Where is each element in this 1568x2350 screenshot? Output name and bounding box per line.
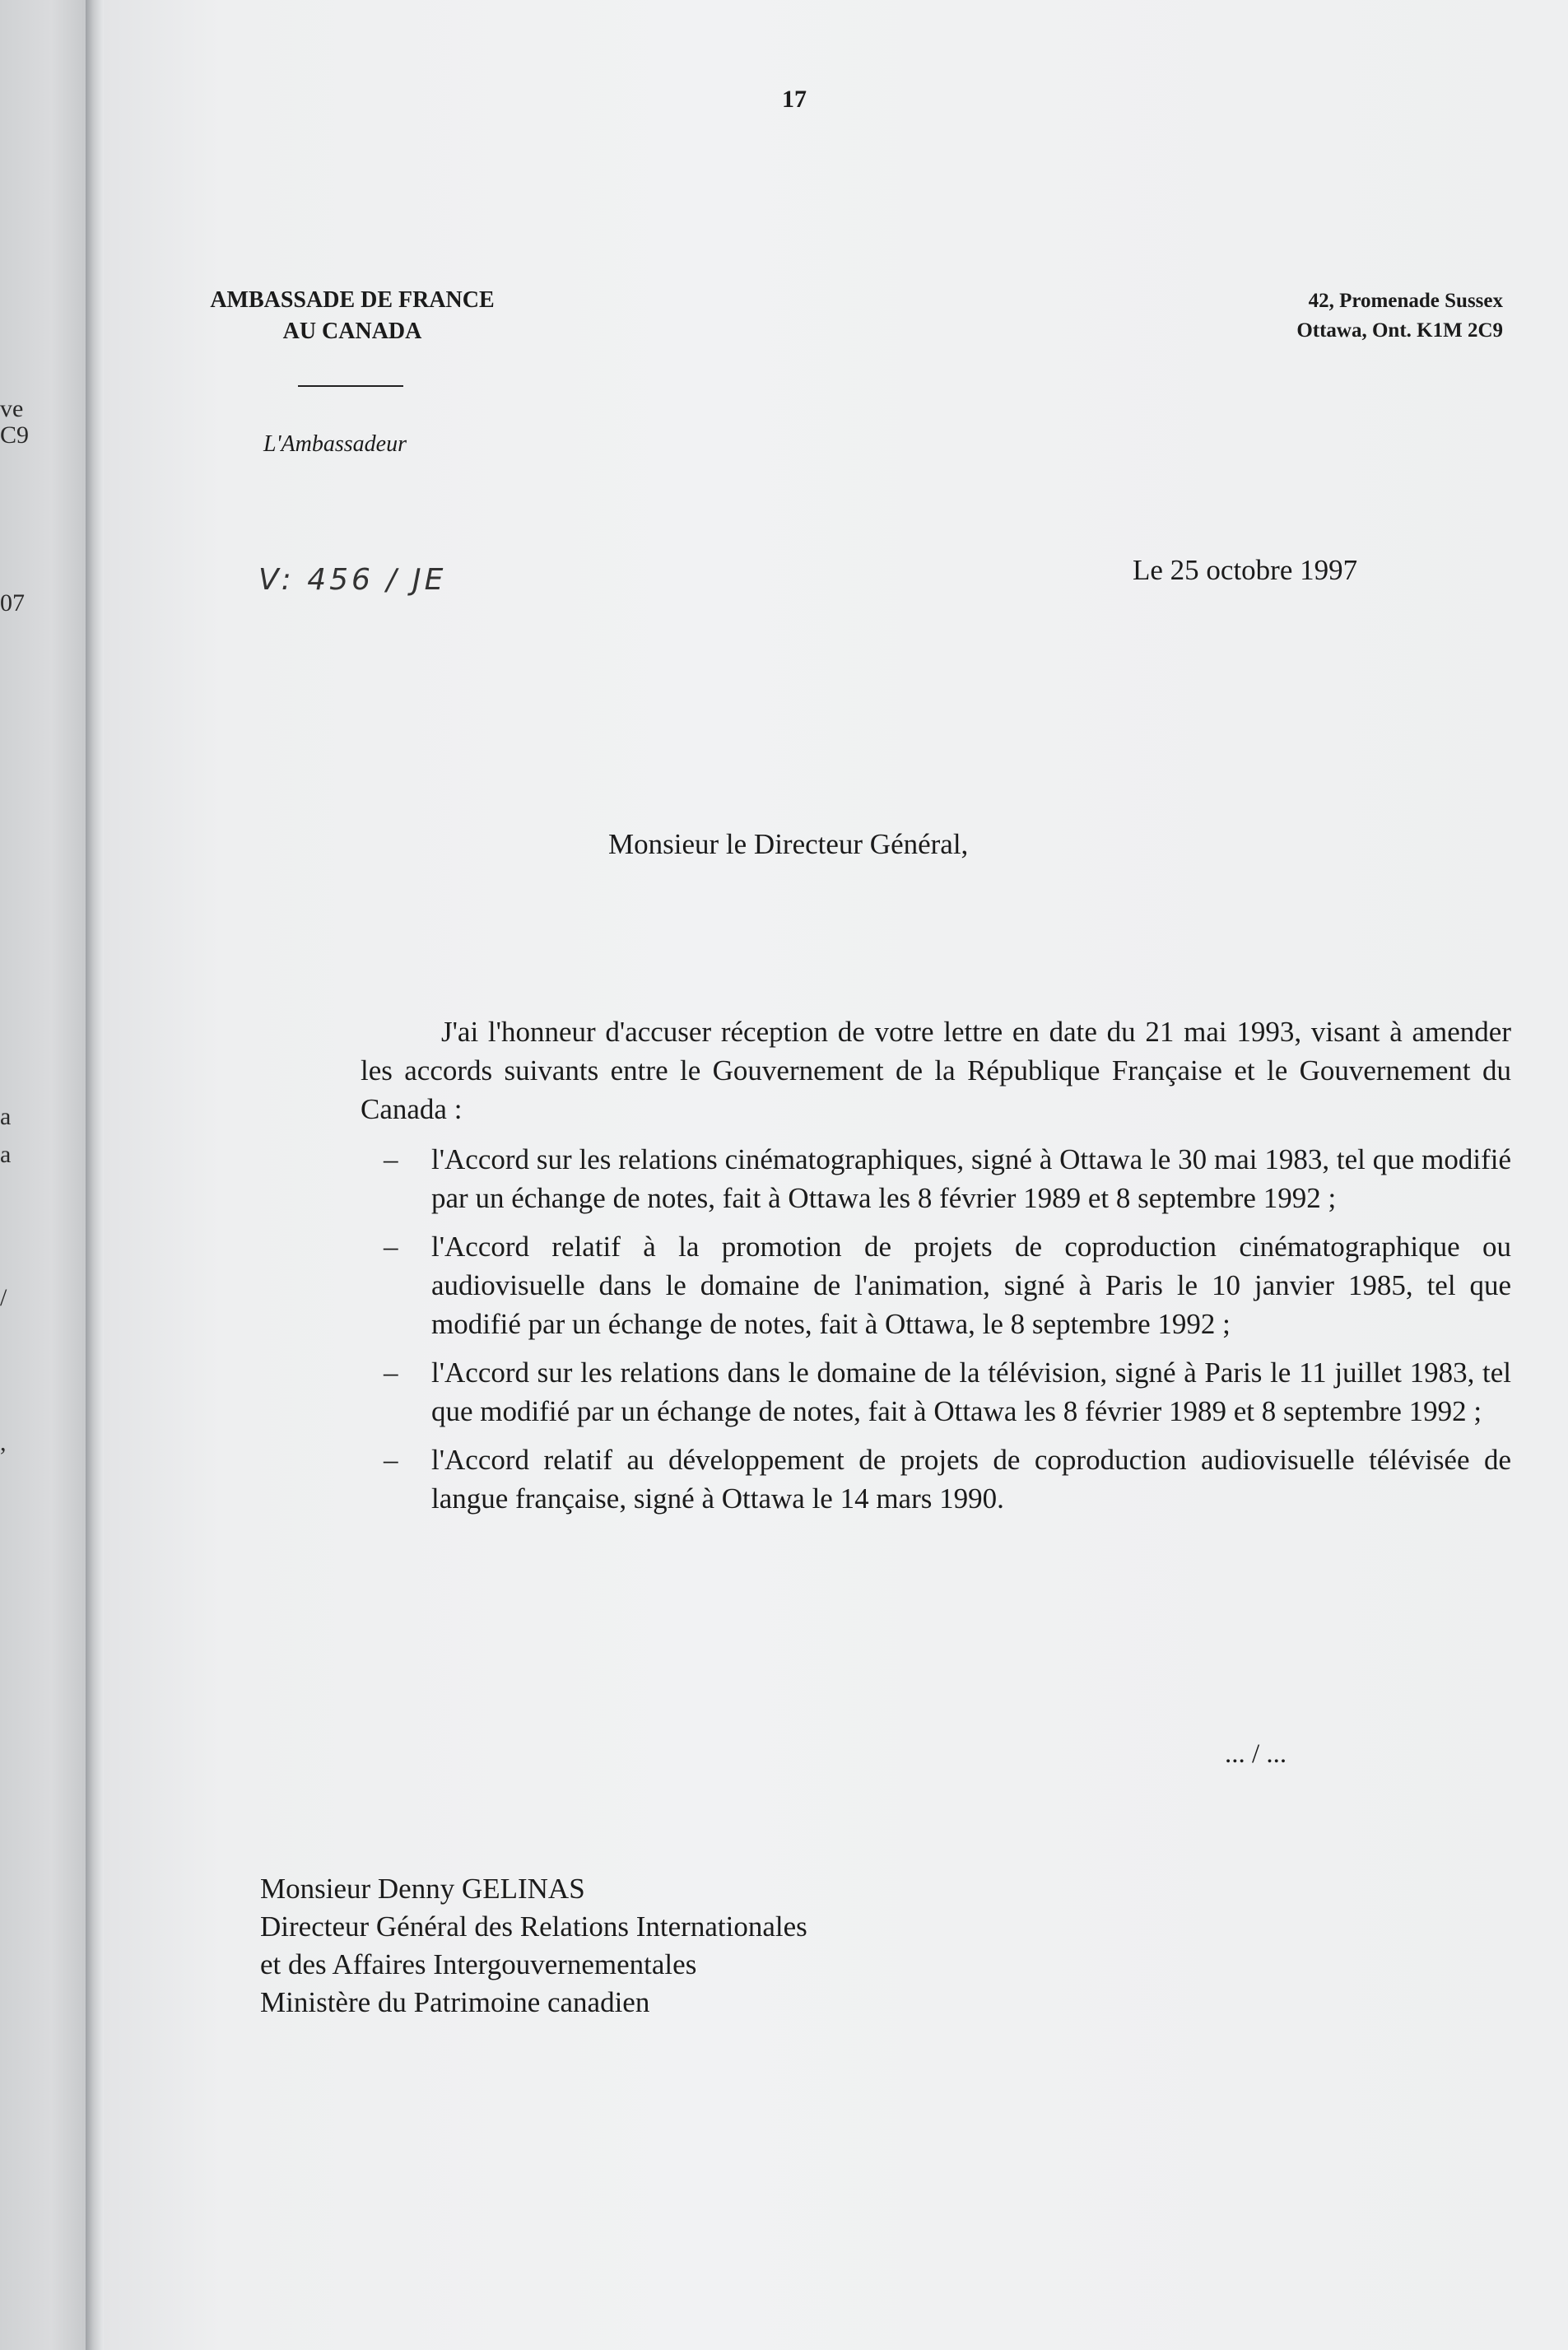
- recipient-line-3: et des Affaires Intergouvernementales: [260, 1948, 697, 1980]
- list-item: [361, 1353, 1511, 1431]
- left-page-fragment: 07: [0, 589, 25, 617]
- address-line-1: 42, Promenade Sussex: [1308, 290, 1503, 312]
- address-block: [1017, 286, 1503, 346]
- letter-date: Le 25 octobre 1997: [1133, 554, 1358, 586]
- page-fold-shadow: [86, 0, 104, 2350]
- list-dash: –: [384, 1356, 398, 1389]
- handwritten-reference: V: 456 / JE: [258, 563, 447, 597]
- list-item: [361, 1140, 1511, 1217]
- sender-block: [196, 285, 509, 347]
- page-number: 17: [782, 86, 807, 113]
- left-page-edge: [0, 0, 86, 2350]
- left-page-fragment: /: [0, 1284, 7, 1311]
- intro-paragraph: J'ai l'honneur d'accuser réception de votre lettre en date du 21 mai 1993, visant à amender les accords suivants entre le Gouvernement de la République Française et le Gouvernement du Canada :: [361, 1016, 1511, 1125]
- sender-line-2: AU CANADA: [282, 319, 422, 344]
- list-dash: –: [384, 1444, 398, 1476]
- recipient-block: [260, 1870, 807, 2022]
- agreement-text: l'Accord sur les relations dans le domaine de la télévision, signé à Paris le 11 juillet 1983, tel que modifié par un échange de notes, fait à Ottawa les 8 février 1989 et 8 septembre 1992 ;: [431, 1356, 1511, 1427]
- recipient-name: Monsieur Denny GELINAS: [260, 1873, 585, 1905]
- left-page-fragment: C9: [0, 421, 30, 449]
- left-page-fragment: ve: [0, 395, 24, 422]
- list-item: [361, 1440, 1511, 1518]
- left-page-fragment: a: [0, 1141, 12, 1168]
- list-dash: –: [384, 1143, 398, 1175]
- sender-divider: [298, 385, 403, 387]
- agreement-text: l'Accord relatif à la promotion de projets de coproduction cinématographique ou audiovisuelle dans le domaine de l'animation, signé à Paris le 10 janvier 1985, tel que modifié par un échange de notes, fait à Ottawa, le 8 septembre 1992 ;: [431, 1231, 1511, 1340]
- left-page-fragment: a: [0, 1103, 12, 1130]
- recipient-line-2: Directeur Général des Relations Internationales: [260, 1910, 807, 1943]
- agreement-text: l'Accord relatif au développement de projets de coproduction audiovisuelle télévisée de langue française, signé à Ottawa le 14 mars 1990.: [431, 1444, 1511, 1515]
- agreement-list: [361, 1140, 1511, 1518]
- continuation-marker: ... / ...: [1225, 1739, 1287, 1769]
- sender-line-1: AMBASSADE DE FRANCE: [210, 287, 495, 313]
- sender-title: L'Ambassadeur: [263, 431, 407, 457]
- left-page-fragment: ,: [0, 1429, 7, 1456]
- list-dash: –: [384, 1231, 398, 1263]
- letter-body: [361, 1012, 1511, 1528]
- agreement-text: l'Accord sur les relations cinématographiques, signé à Ottawa le 30 mai 1983, tel que modifié par un échange de notes, fait à Ottawa les 8 février 1989 et 8 septembre 1992 ;: [431, 1143, 1511, 1214]
- salutation: Monsieur le Directeur Général,: [608, 828, 969, 860]
- recipient-line-4: Ministère du Patrimoine canadien: [260, 1986, 650, 2018]
- address-line-2: Ottawa, Ont. K1M 2C9: [1296, 319, 1503, 342]
- letter-page: [104, 0, 1568, 2350]
- list-item: [361, 1227, 1511, 1343]
